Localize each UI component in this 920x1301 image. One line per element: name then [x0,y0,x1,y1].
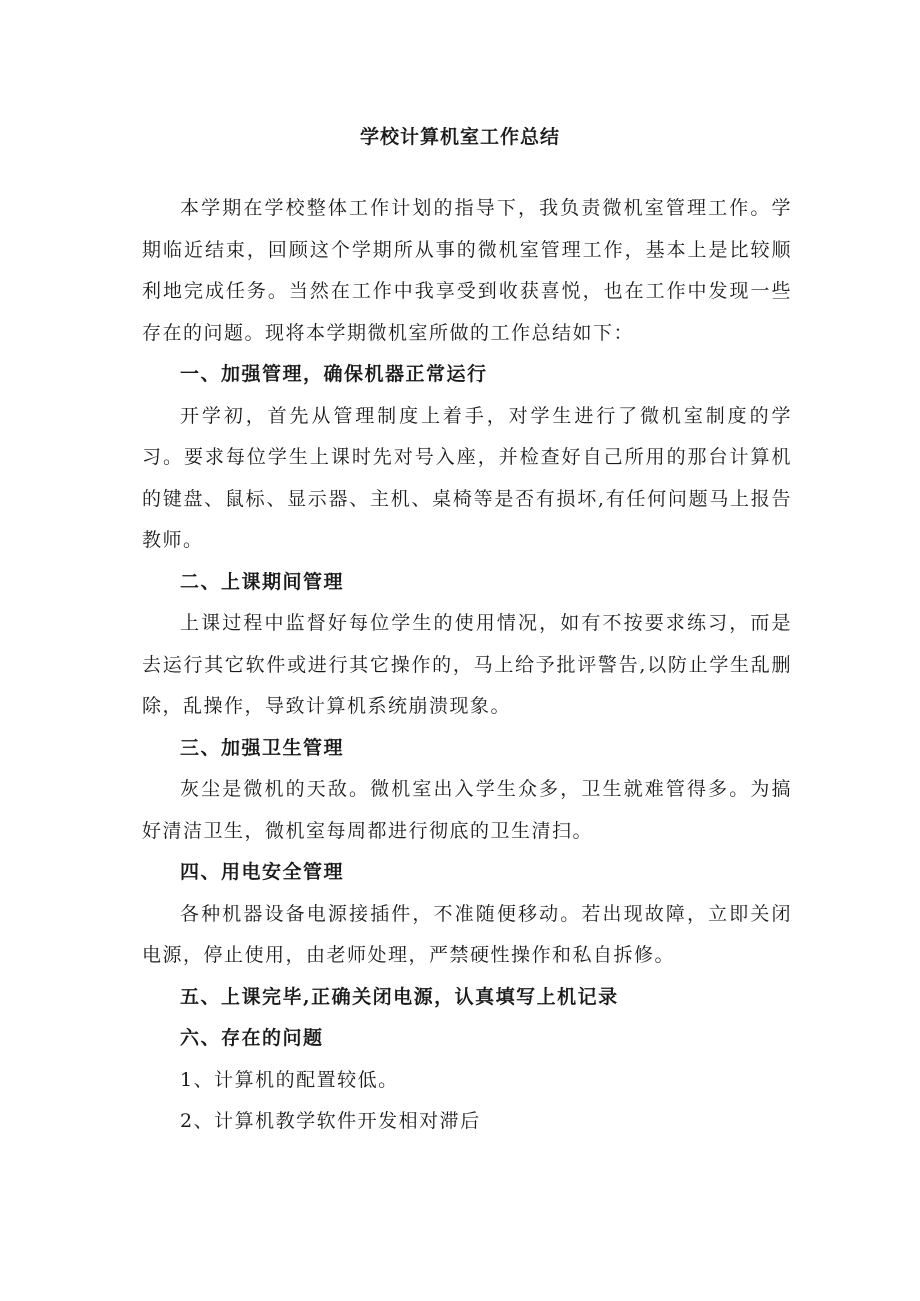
list-item: 1、计算机的配置较低。 [180,1068,399,1091]
section-heading-1: 一、加强管理，确保机器正常运行 [180,363,488,385]
document-title: 学校计算机室工作总结 [359,126,560,148]
section-body-3: 灰尘是微机的天敌。微机室出入学生众多，卫生就难管得多。为搞好清洁卫生，微机室每周都进行彻底的卫生清扫。 [142,778,792,842]
list-item: 2、计算机教学软件开发相对滞后 [180,1110,481,1132]
section-body-2: 上课过程中监督好每位学生的使用情况，如有不按要求练习，而是去运行其它软件或进行其它操作的，马上给予批评警告,以防止学生乱删除，乱操作，导致计算机系统崩溃现象。 [142,612,792,717]
section-heading-3: 三、加强卫生管理 [180,736,345,759]
section-heading-6: 六、存在的问题 [180,1027,324,1049]
section-heading-5: 五、上课完毕,正确关闭电源，认真填写上机记录 [180,985,619,1008]
document-body [142,188,792,1143]
section-body-1: 开学初，首先从管理制度上着手，对学生进行了微机室制度的学习。要求每位学生上课时先对号入座，并检查好自己所用的那台计算机的键盘、鼠标、显示器、主机、桌椅等是否有损坏,有任何问题马上报告教师。 [142,404,792,551]
intro-paragraph: 本学期在学校整体工作计划的指导下，我负责微机室管理工作。学期临近结束，回顾这个学期所从事的微机室管理工作，基本上是比较顺利地完成任务。当然在工作中我享受到收获喜悦，也在工作中发现一些存在的问题。现将本学期微机室所做的工作总结如下： [142,197,792,344]
section-heading-2: 二、上课期间管理 [180,570,345,593]
section-heading-4: 四、用电安全管理 [180,861,345,883]
section-body-4: 各种机器设备电源接插件，不准随便移动。若出现故障，立即关闭电源，停止使用，由老师处理，严禁硬性操作和私自拆修。 [142,902,792,966]
